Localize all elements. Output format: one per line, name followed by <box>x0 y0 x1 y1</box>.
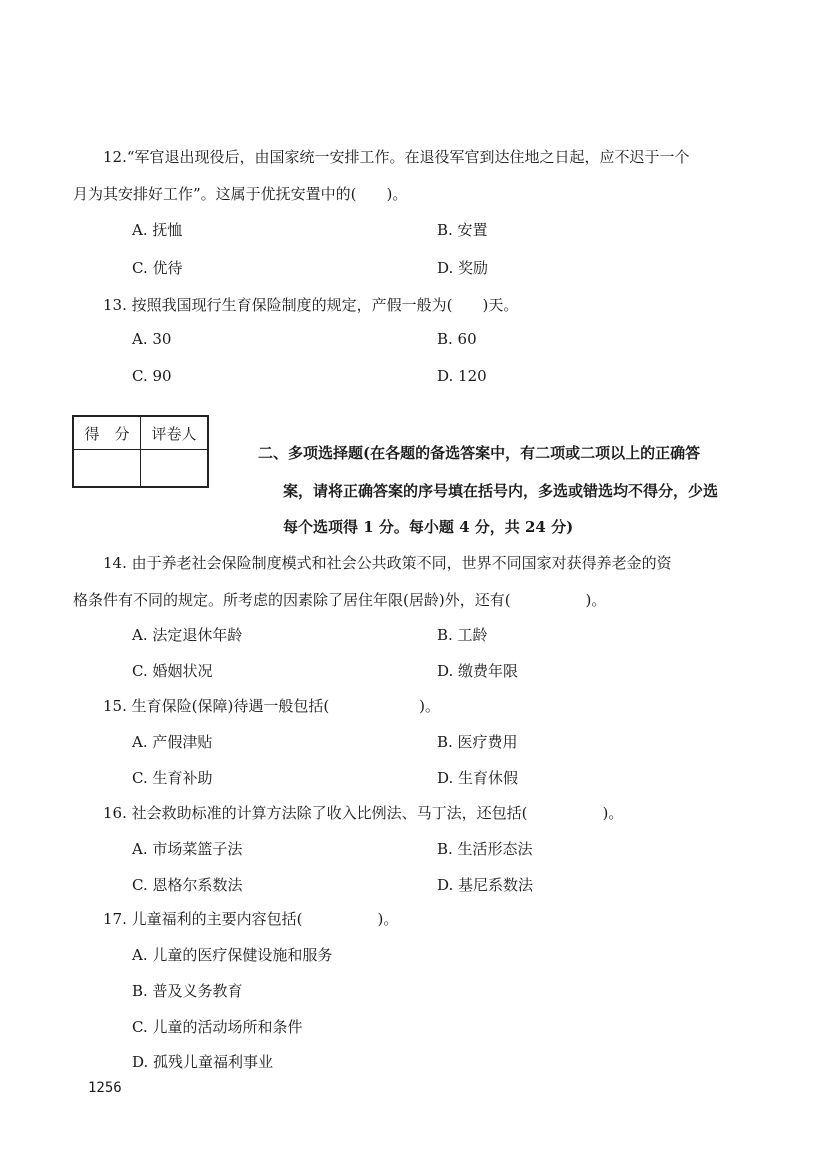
q14-option-a: A. 法定退休年龄 <box>132 626 243 644</box>
q12-option-a: A. 抚恤 <box>132 221 183 239</box>
q17-option-d: D. 孤残儿童福利事业 <box>132 1053 274 1071</box>
q13-option-a: A. 30 <box>132 330 172 348</box>
page-number: 1256 <box>88 1080 122 1096</box>
score-header: 得 分 <box>73 416 141 450</box>
section2-heading-line1: 二、多项选择题(在各题的备选答案中，有二项或二项以上的正确答 <box>258 444 701 462</box>
score-cell <box>73 450 141 488</box>
q17-stem: 17. 儿童福利的主要内容包括( )。 <box>103 910 399 928</box>
q15-option-b: B. 医疗费用 <box>437 733 518 751</box>
q13-stem: 13. 按照我国现行生育保险制度的规定，产假一般为( )天。 <box>103 296 519 314</box>
grader-header: 评卷人 <box>141 416 209 450</box>
q16-option-d: D. 基尼系数法 <box>437 876 534 894</box>
q15-option-a: A. 产假津贴 <box>132 733 213 751</box>
q16-stem: 16. 社会救助标准的计算方法除了收入比例法、马丁法，还包括( )。 <box>103 804 624 822</box>
q14-stem-line1: 14. 由于养老社会保险制度模式和社会公共政策不同，世界不同国家对获得养老金的资 <box>103 554 672 572</box>
q13-option-b: B. 60 <box>437 330 477 348</box>
q15-option-c: C. 生育补助 <box>132 769 213 787</box>
q12-option-b: B. 安置 <box>437 221 488 239</box>
q17-option-c: C. 儿童的活动场所和条件 <box>132 1018 303 1036</box>
q17-option-b: B. 普及义务教育 <box>132 982 243 1000</box>
q13-option-c: C. 90 <box>132 367 172 385</box>
q12-option-d: D. 奖励 <box>437 259 489 277</box>
q15-option-d: D. 生育休假 <box>437 769 519 787</box>
q15-stem: 15. 生育保险(保障)待遇一般包括( )。 <box>103 697 441 715</box>
q14-stem-line2: 格条件有不同的规定。所考虑的因素除了居住年限(居龄)外，还有( )。 <box>73 591 607 609</box>
q12-option-c: C. 优待 <box>132 259 183 277</box>
section2-heading-line2: 案，请将正确答案的序号填在括号内，多选或错选均不得分，少选 <box>283 482 719 500</box>
q16-option-b: B. 生活形态法 <box>437 840 533 858</box>
q14-option-b: B. 工龄 <box>437 626 488 644</box>
q12-stem-line2: 月为其安排好工作”。这属于优抚安置中的( )。 <box>73 185 408 203</box>
q12-stem-line1: 12.“军官退出现役后，由国家统一安排工作。在退役军官到达住地之日起，应不迟于一个 <box>103 148 690 166</box>
q13-option-d: D. 120 <box>437 367 487 385</box>
q16-option-a: A. 市场菜篮子法 <box>132 840 243 858</box>
score-table <box>72 415 209 488</box>
grader-cell <box>141 450 209 488</box>
section2-heading-line3: 每个选项得 1 分。每小题 4 分，共 24 分) <box>283 518 574 536</box>
q14-option-d: D. 缴费年限 <box>437 662 519 680</box>
q14-option-c: C. 婚姻状况 <box>132 662 213 680</box>
q17-option-a: A. 儿童的医疗保健设施和服务 <box>132 946 333 964</box>
q16-option-c: C. 恩格尔系数法 <box>132 876 243 894</box>
